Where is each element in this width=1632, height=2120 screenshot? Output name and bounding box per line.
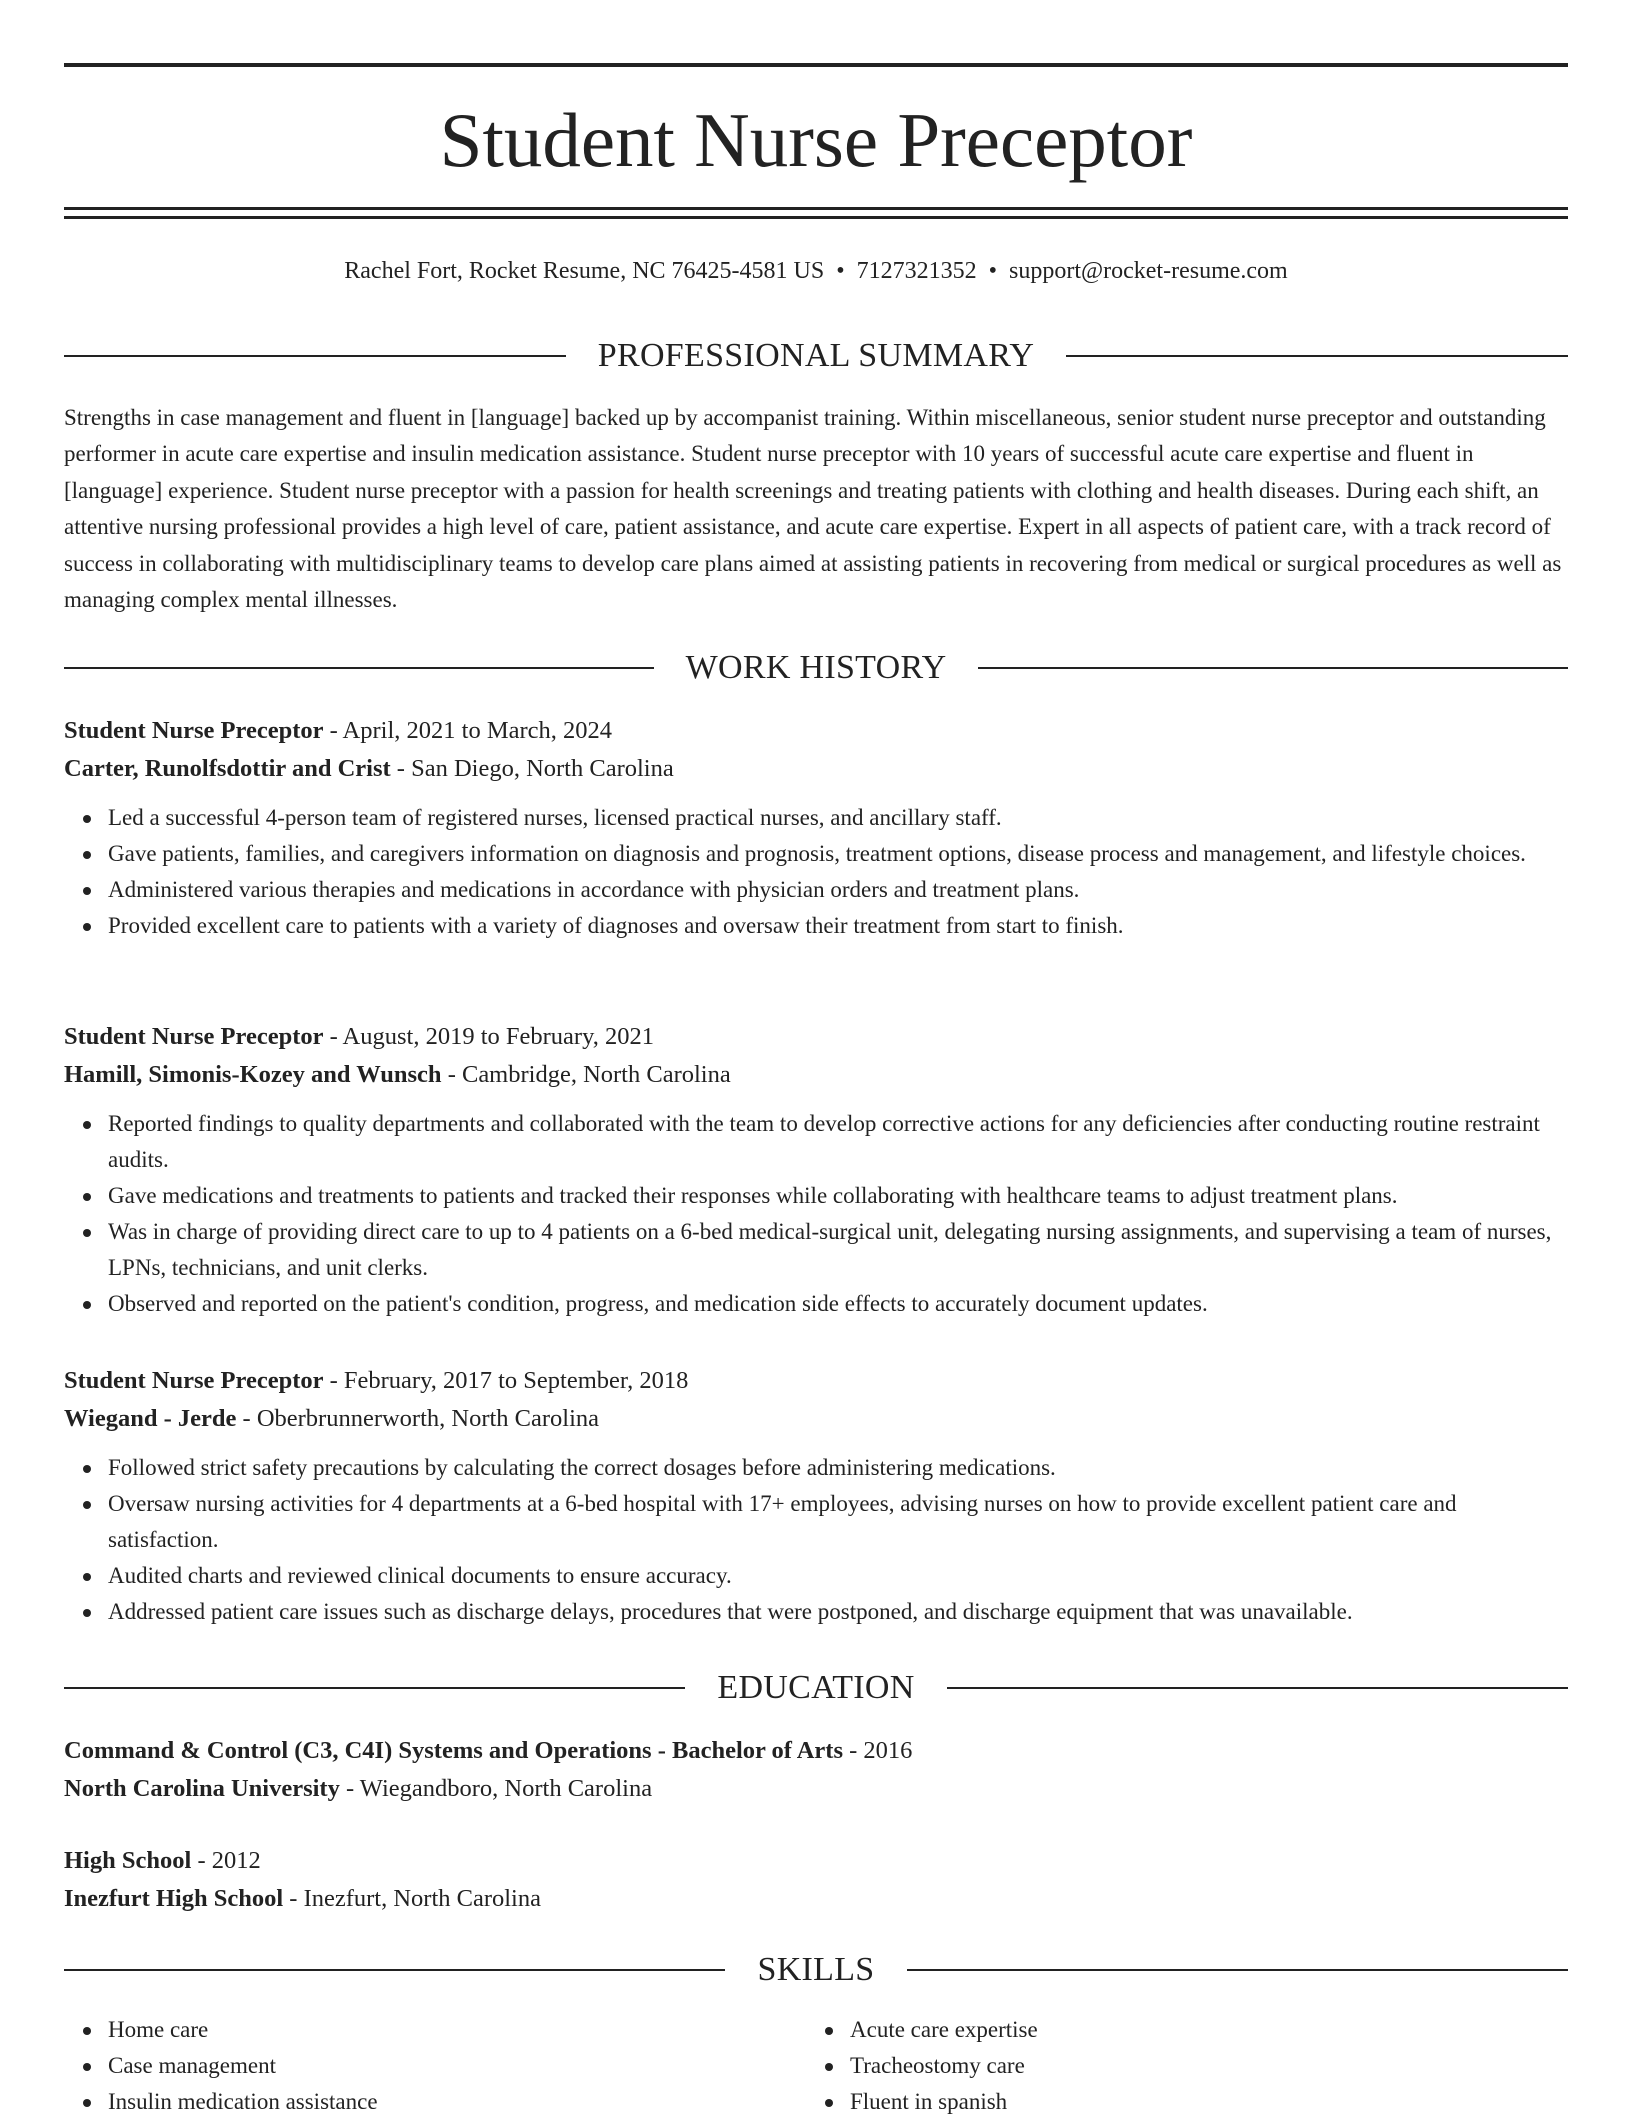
section-rule	[907, 1969, 1568, 1971]
summary-text: Strengths in case management and fluent in [language] backed up by accompanist training. Within miscellaneous, senior student nurse preceptor and outstanding performer in acute care expertise and insulin medication assistance. Student nurse preceptor with 10 years of successful acute care expertise and fluent in [language] experience. Student nurse preceptor with a passion for health screenings and treating patients with clothing and health diseases. During each shift, an attentive nursing professional provides a high level of care, patient assistance, and acute care expertise. Expert in all aspects of patient care, with a track record of success in collaborating with multidisciplinary teams to develop care plans aimed at assisting patients in recovering from medical or surgical procedures as well as managing complex mental illnesses.	[64, 405, 1562, 613]
contact-separator: •	[836, 258, 845, 284]
job-company-line	[64, 1056, 1568, 1094]
job-title: Student Nurse Preceptor	[64, 1023, 324, 1050]
education-entry	[64, 1842, 1568, 1918]
job-dates: - April, 2021 to March, 2024	[323, 717, 613, 744]
job-bullets	[64, 1450, 1568, 1630]
skill-item: Case management	[108, 2048, 806, 2084]
skill-item: Home care	[108, 2012, 806, 2048]
job-title-line	[64, 1018, 1568, 1056]
list-item: Addressed patient care issues such as discharge delays, procedures that were postponed, and discharge equipment that was unavailable.	[108, 1594, 1568, 1630]
skill-item: Tracheostomy care	[850, 2048, 1548, 2084]
job-title: Student Nurse Preceptor	[64, 1367, 324, 1394]
skills-column-right	[806, 2012, 1548, 2120]
skill-item: Acute care expertise	[850, 2012, 1548, 2048]
section-title: SKILLS	[757, 1951, 875, 1988]
job-entry	[64, 712, 1568, 944]
education-school: Inezfurt High School	[64, 1885, 284, 1912]
list-item: Gave patients, families, and caregivers information on diagnosis and prognosis, treatment options, disease process and management, and lifestyle choices.	[108, 836, 1568, 872]
section-header-summary	[64, 334, 1568, 378]
job-company: Wiegand - Jerde	[64, 1405, 237, 1432]
section-title: PROFESSIONAL SUMMARY	[597, 337, 1035, 374]
title-divider-lower	[64, 216, 1568, 219]
skills-column-left	[64, 2012, 806, 2120]
job-company-line	[64, 750, 1568, 788]
title-divider-upper	[64, 207, 1568, 210]
education-year: - 2012	[191, 1847, 261, 1874]
education-degree-line	[64, 1842, 1568, 1880]
job-location: - Oberbrunnerworth, North Carolina	[236, 1405, 600, 1432]
section-header-education	[64, 1666, 1568, 1710]
list-item: Gave medications and treatments to patients and tracked their responses while collaborating with healthcare teams to adjust treatment plans.	[108, 1178, 1568, 1214]
education-school-line	[64, 1770, 1568, 1808]
list-item: Administered various therapies and medications in accordance with physician orders and treatment plans.	[108, 872, 1568, 908]
section-rule	[978, 667, 1568, 669]
job-location: - San Diego, North Carolina	[390, 755, 674, 782]
education-degree-line	[64, 1732, 1568, 1770]
job-title-line	[64, 1362, 1568, 1400]
section-title: EDUCATION	[717, 1669, 915, 1706]
job-entry	[64, 1018, 1568, 1322]
contact-info	[64, 254, 1568, 288]
contact-address: Rachel Fort, Rocket Resume, NC 76425-4581 US	[344, 258, 825, 284]
education-location: - Wiegandboro, North Carolina	[339, 1775, 653, 1802]
education-degree: High School	[64, 1847, 192, 1874]
skills-list	[64, 2012, 1568, 2120]
job-title-line	[64, 712, 1568, 750]
education-location: - Inezfurt, North Carolina	[283, 1885, 541, 1912]
list-item: Provided excellent care to patients with a variety of diagnoses and oversaw their treatment from start to finish.	[108, 908, 1568, 944]
contact-separator: •	[988, 258, 998, 284]
section-rule	[64, 667, 654, 669]
education-entry	[64, 1732, 1568, 1808]
list-item: Audited charts and reviewed clinical documents to ensure accuracy.	[108, 1558, 1568, 1594]
education-school: North Carolina University	[64, 1775, 340, 1802]
page-title: Student Nurse Preceptor	[439, 97, 1193, 183]
job-entry	[64, 1362, 1568, 1630]
section-rule	[947, 1687, 1568, 1689]
section-header-skills	[64, 1948, 1568, 1992]
job-bullets	[64, 1106, 1568, 1322]
top-divider	[64, 63, 1568, 67]
job-company: Carter, Runolfsdottir and Crist	[64, 755, 391, 782]
job-company: Hamill, Simonis-Kozey and Wunsch	[64, 1061, 442, 1088]
section-rule	[64, 1687, 685, 1689]
education-school-line	[64, 1880, 1568, 1918]
list-item: Reported findings to quality departments and collaborated with the team to develop corrective actions for any deficiencies after conducting routine restraint audits.	[108, 1106, 1568, 1178]
job-dates: - February, 2017 to September, 2018	[323, 1367, 689, 1394]
section-rule	[1066, 355, 1568, 357]
section-rule	[64, 1969, 725, 1971]
job-bullets	[64, 800, 1568, 944]
skill-item: Fluent in spanish	[850, 2084, 1548, 2120]
section-title: WORK HISTORY	[685, 649, 947, 686]
contact-email: support@rocket-resume.com	[1009, 258, 1288, 284]
section-rule	[64, 355, 566, 357]
list-item: Oversaw nursing activities for 4 departments at a 6-bed hospital with 17+ employees, advising nurses on how to provide excellent patient care and satisfaction.	[108, 1486, 1568, 1558]
job-company-line	[64, 1400, 1568, 1438]
section-header-work-history	[64, 646, 1568, 690]
job-title: Student Nurse Preceptor	[64, 717, 324, 744]
education-degree: Command & Control (C3, C4I) Systems and Operations - Bachelor of Arts	[64, 1737, 843, 1764]
education-year: - 2016	[843, 1737, 913, 1764]
list-item: Was in charge of providing direct care to up to 4 patients on a 6-bed medical-surgical unit, delegating nursing assignments, and supervising a team of nurses, LPNs, technicians, and unit clerks.	[108, 1214, 1568, 1286]
job-dates: - August, 2019 to February, 2021	[323, 1023, 654, 1050]
skill-item: Insulin medication assistance	[108, 2084, 806, 2120]
list-item: Led a successful 4-person team of registered nurses, licensed practical nurses, and ancillary staff.	[108, 800, 1568, 836]
list-item: Followed strict safety precautions by calculating the correct dosages before administering medications.	[108, 1450, 1568, 1486]
contact-phone: 7127321352	[856, 258, 977, 284]
list-item: Observed and reported on the patient's condition, progress, and medication side effects to accurately document updates.	[108, 1286, 1568, 1322]
job-location: - Cambridge, North Carolina	[441, 1061, 731, 1088]
